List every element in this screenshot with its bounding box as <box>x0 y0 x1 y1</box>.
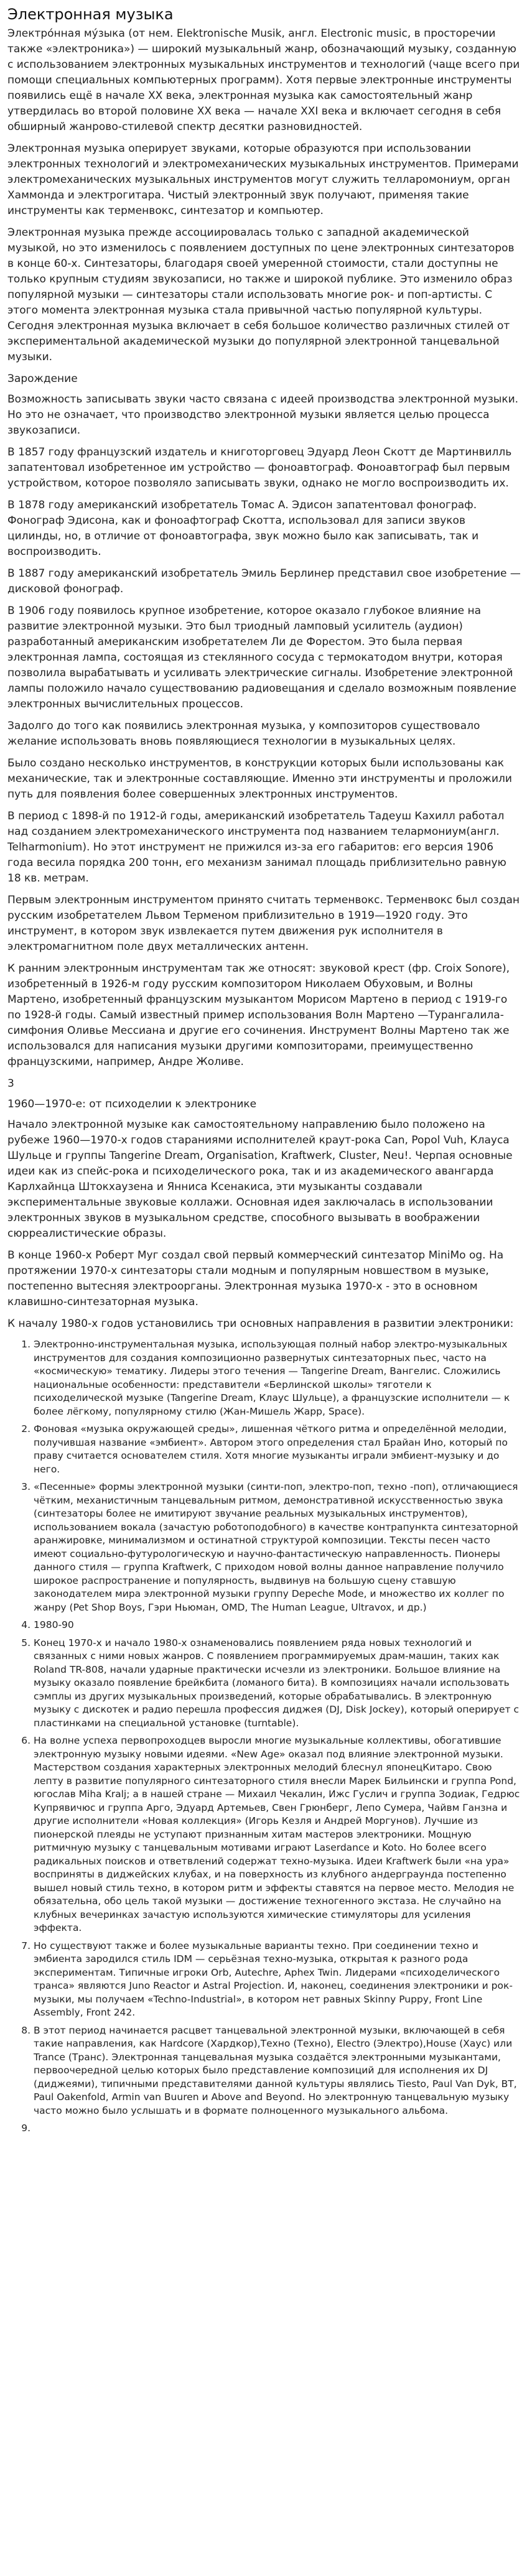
page-title: Электронная музыка <box>7 6 174 23</box>
origin-paragraph: В период с 1898-й по 1912-й годы, американский изобретатель Тадеуш Кахилл работал над созданием электромеханического инструмента под названием телармониум(англ. Telharmonium). Но этот инструмент не прижился из-за его габаритов: его версия 1906 года весила порядка 200 тонн, его механизм занимал площадь приблизительно равную 18 кв. метрам. <box>7 810 506 885</box>
stray-number: 3 <box>7 1077 14 1090</box>
list-item: 5. Конец 1970-х и начало 1980-х ознаменовались появлением ряда новых технологий и связанных с ними новых жанров. С появлением программируемых драм-машин, таких как Roland TR-808, начали ударные практически исчезли из электроники. Большое влияние на музыку оказало появление брейкбита (ломаного бита). В композициях начали использовать сэмплы из других музыкальных произведений, которые обрабатывались. В электронную музыку с дискотек и радио перешла профессия диджея (DJ, Disk Jockey), который оперирует с пластинками на специальной установке (turntable). <box>34 1637 521 1731</box>
intro-paragraph: Электро́нная му́зыка (от нем. Elektronische Musik, англ. Electronic music, в просторечии также «электроника») — широкий музыкальный жанр, обозначающий музыку, созданную с использованием электронных музыкальных инструментов и технологий (чаще всего при помощи специальных компьютерных программ). Хотя первые электронные инструменты появились ещё в начале XX века, электронная музыка как самостоятельный жанр утвердилась во второй половине XX века — начале XXI века и включает сегодня в себя обширный жанрово-стилевой спектр десятки разновидностей. <box>7 27 520 133</box>
origin-paragraph: Было создано несколько инструментов, в конструкции которых были использованы как механические, так и электронные составляющие. Именно эти инструменты и проложили путь для появления более совершенных электронных инструментов. <box>7 757 512 801</box>
list-item: 1. Электронно-инструментальная музыка, использующая полный набор электро-музыкальных инструментов для создания композиционно развернутых синтезаторных пьес, часто на «космическую» тематику. Лидеры этого течения — Tangerine Dream, Вангелис. Сложились национальные особенности: представители «Берлинской школы» тяготели к психоделической музыке (Tangerine Dream, Клаус Шульце), а французские исполнители — к более лёгкому, популярному стилю (Жан-Мишель Жарр, Space). <box>34 1338 521 1418</box>
directions-list <box>7 1338 521 2136</box>
origin-paragraph: К ранним электронным инструментам так же относят: звуковой крест (фр. Croix Sonore), изобретенный в 1926-м году русским композитором Николаем Обуховым, и Волны Мартено, изобретенный французским музыкантом Морисом Мартено в период с 1919-го по 1928-й годы. Самый известный пример использования Волн Мартено —Турангалила-симфония Оливье Мессиана и другие его сочинения. Инструмент Волны Мартено так же использовался для написания музыки другими композиторами, преимущественно французскими, например, Андре Жоливе. <box>7 962 510 1068</box>
origin-paragraph: Возможность записывать звуки часто связана с идеей производства электронной музыки. Но это не означает, что производство электронной музыки является целью процесса звукозаписи. <box>7 393 519 437</box>
origin-paragraph: Первым электронным инструментом принято считать терменвокс. Терменвокс был создан русским изобретателем Львом Терменом приблизительно в 1919—1920 году. Это инструмент, в котором звук извлекается путем движения рук исполнителя в электромагнитном поле двух металлических антенн. <box>7 894 520 953</box>
intro-paragraph: Электронная музыка оперирует звуками, которые образуются при использовании электронных технологий и электромеханических музыкальных инструментов. Примерами электромеханических музыкальных инструментов могут служить телларомониум, орган Хаммонда и электрогитара. Чистый электронный звук получают, применяя такие инструменты как терменвокс, синтезатор и компьютер. <box>7 142 519 217</box>
list-item: 4. 1980-90 <box>34 1619 521 1632</box>
list-item: 3. «Песенные» формы электронной музыки (синти-поп, электро-поп, техно -поп), отличающиеся чётким, механистичным танцевальным ритмом, демонстративной искусственностью звука (синтезаторы более не имитируют звучание реальных музыкальных инструментов), использованием вокала (зачастую роботоподобного) в качестве контрапункта синтезаторной аранжировке, минимализмом и остинатной структурой композиции. Тексты песен часто имеют социально-футурологическую и научно-фантастическую направленность. Пионеры данного стиля — группа Kraftwerk, С приходом новой волны данное направление получило широкое распространение и популярность, выдвинув на большую сцену ставшую законодателем мира электронной музыки группу Depeche Mode, и множество их коллег по жанру (Pet Shop Boys, Гэри Ньюман, OMD, The Human League, Ultravox, и др.) <box>34 1481 521 1614</box>
origin-paragraph: В 1857 году французский издатель и книготорговец Эдуард Леон Скотт де Мартинвилль запатентовал изобретенное им устройство — фоноавтограф. Фоноавтограф был первым устройством, которое позволяло записывать звуки, однако не могло воспроизводить их. <box>7 446 512 490</box>
list-item: 6. На волне успеха первопроходцев выросли многие музыкальные коллективы, обогатившие электронную музыку новыми идеями. «New Age» оказал под влияние электронной музыки. Мастерством создания характерных электронных мелодий блеснул японецКитаро. Свою лепту в развитие популярного синтезаторного стиля внесли Марек Бильински и группа Pond, югослав Miha Kralj; а в нашей стране — Михаил Чекалин, Ижс Гуслич и группа Зодиак, Гедрюс Купрявичюс и группа Арго, Эдуард Артемьев, Свен Грюнберг, Лепо Сумера, Чайвм Ганзна и другие исполнители «Новая коллекция» (Игорь Кезля и Андрей Моргунов). Лучшие из пионерской плеяды не уступают признанным хитам мастеров электроники. Мощную ритмичную музыку с танцевальным мотивами играют Laserdance и Koto. Но более всего радикальных поисков и ответвлений содержат техно-музыка. Идеи Kraftwerk были «на ура» восприняты в диджейских клубах, и на поверхность из клубного андерграунда постепенно вышел новый стиль техно, в котором ритм и эффекты ставятся на первое место. Мелодия не обязательна, обо цель такой музыки — достижение техногенного экстаза. Не случайно на клубных вечеринках зачастую используются химические стимуляторы для усиления эффекта. <box>34 1734 521 1935</box>
list-item <box>34 2122 521 2136</box>
origin-paragraph: В 1906 году появилось крупное изобретение, которое оказало глубокое влияние на развитие электронной музыки. Это был триодный ламповый усилитель (аудион) разработанный американским изобретателем Ли де Форестом. Это была первая электронная лампа, состоящая из стеклянного сосуда с термокатодом внутри, которая позволила вырабатывать и усиливать электрические сигналы. Изобретение электронной лампы положило начало существованию радиовещания и сделало возможным появление электронных вычислительных процессов. <box>7 605 516 710</box>
section-heading-60s-70s: 1960—1970-е: от психоделии к электронике <box>7 1098 257 1110</box>
era-paragraph: К началу 1980-х годов установились три основных направления в развитии электроники: <box>7 1318 514 1330</box>
section-heading-origin: Зарождение <box>7 373 78 385</box>
origin-paragraph: В 1878 году американский изобретатель Томас А. Эдисон запатентовал фонограф. Фонограф Эдисона, как и фоноафтограф Скотта, использовал для записи звуков цилинды, но, в отличие от фоноавтографа, звук можно было как записывать, так и воспроизводить. <box>7 499 479 558</box>
era-paragraph: Начало электронной музыке как самостоятельному направлению было положено на рубеже 1960—1970-х годов стараниями исполнителей краут-рока Can, Popol Vuh, Клауса Шульце и группы Tangerine Dream, Organisation, Kraftwerk, Cluster, Neu!. Черпая основные идеи как из спейс-рока и психоделического рока, так и из академического авангарда Карлхайнца Штокхаузена и Янниса Ксенакиса, эти музыканты создавали экспериментальные звуковые коллажи. Основная идея заключалась в использовании электронных звуков в музыкальном средстве, способного вызывать в воображении сюрреалистические образы. <box>7 1118 513 1240</box>
origin-paragraph: Задолго до того как появились электронная музыка, у композиторов существовало желание использовать вновь появляющиеся технологии в музыкальных целях. <box>7 720 480 748</box>
list-item: 2. Фоновая «музыка окружающей среды», лишенная чёткого ритма и определённой мелодии, получившая название «эмбиент». Автором этого определения стал Брайан Ино, который по праву считается основателем стиля. Хотя многие музыканты играли эмбиент-музыку и до него. <box>34 1423 521 1476</box>
list-item: 7. Но существуют также и более музыкальные варианты техно. При соединении техно и эмбиента зародился стиль IDM — серьёзная техно-музыка, открытая к разного рода экспериментам. Типичные игроки Orb, Autechre, Aphex Twin. Лидерами «психоделического транса» являются Juno Reactor и Astral Projection. И, наконец, соединения электроники и рок-музыки, мы получаем «Techno-Industrial», в котором нет равных Skinny Puppy, Front Line Assembly, Front 242. <box>34 1940 521 2020</box>
era-paragraph: В конце 1960-х Роберт Муг создал свой первый коммерческий синтезатор MiniMo og. На протяжении 1970-х синтезаторы стали модным и популярным новшеством в музыке, постепенно вытесняя электроорганы. Электронная музыка 1970-х - это в основном клавишно-синтезаторная музыка. <box>7 1249 504 1308</box>
origin-paragraph: В 1887 году американский изобретатель Эмиль Берлинер представил свое изобретение — дисковой фонограф. <box>7 567 521 595</box>
list-item: 8. В этот период начинается расцвет танцевальной электронной музыки, включающей в себя такие направления, как Hardcore (Хардкор),Техно (Техно), Electro (Электро),House (Хаус) или Trance (Транс). Электронная танцевальная музыка создаётся электронными музыкантами, первоочередной целью которых было представление композиций для исполнения их DJ (диджеями), типичными представителями данной культуры являлись Tiesto, Paul Van Dyk, BT, Paul Oakenfold, Armin van Buuren и Above and Beyond. Но электронную танцевальную музыку часто можно было услышать и в формате полноценного музыкального альбома. <box>34 2024 521 2118</box>
intro-paragraph: Электронная музыка прежде ассоциировалась только с западной академической музыкой, но это изменилось с появлением доступных по цене электронных синтезаторов в конце 60-х. Синтезаторы, благодаря своей умеренной стоимости, стали доступны не только крупным студиям звукозаписи, но также и широкой публике. Это изменило образ популярной музыки — синтезаторы стали использовать многие рок- и поп-артисты. С этого момента электронная музыка стала привычной частью популярной культуры. Сегодня электронная музыка включает в себя большое количество различных стилей от экспериментальной академической музыки до популярной электронной танцевальной музыки. <box>7 226 515 363</box>
